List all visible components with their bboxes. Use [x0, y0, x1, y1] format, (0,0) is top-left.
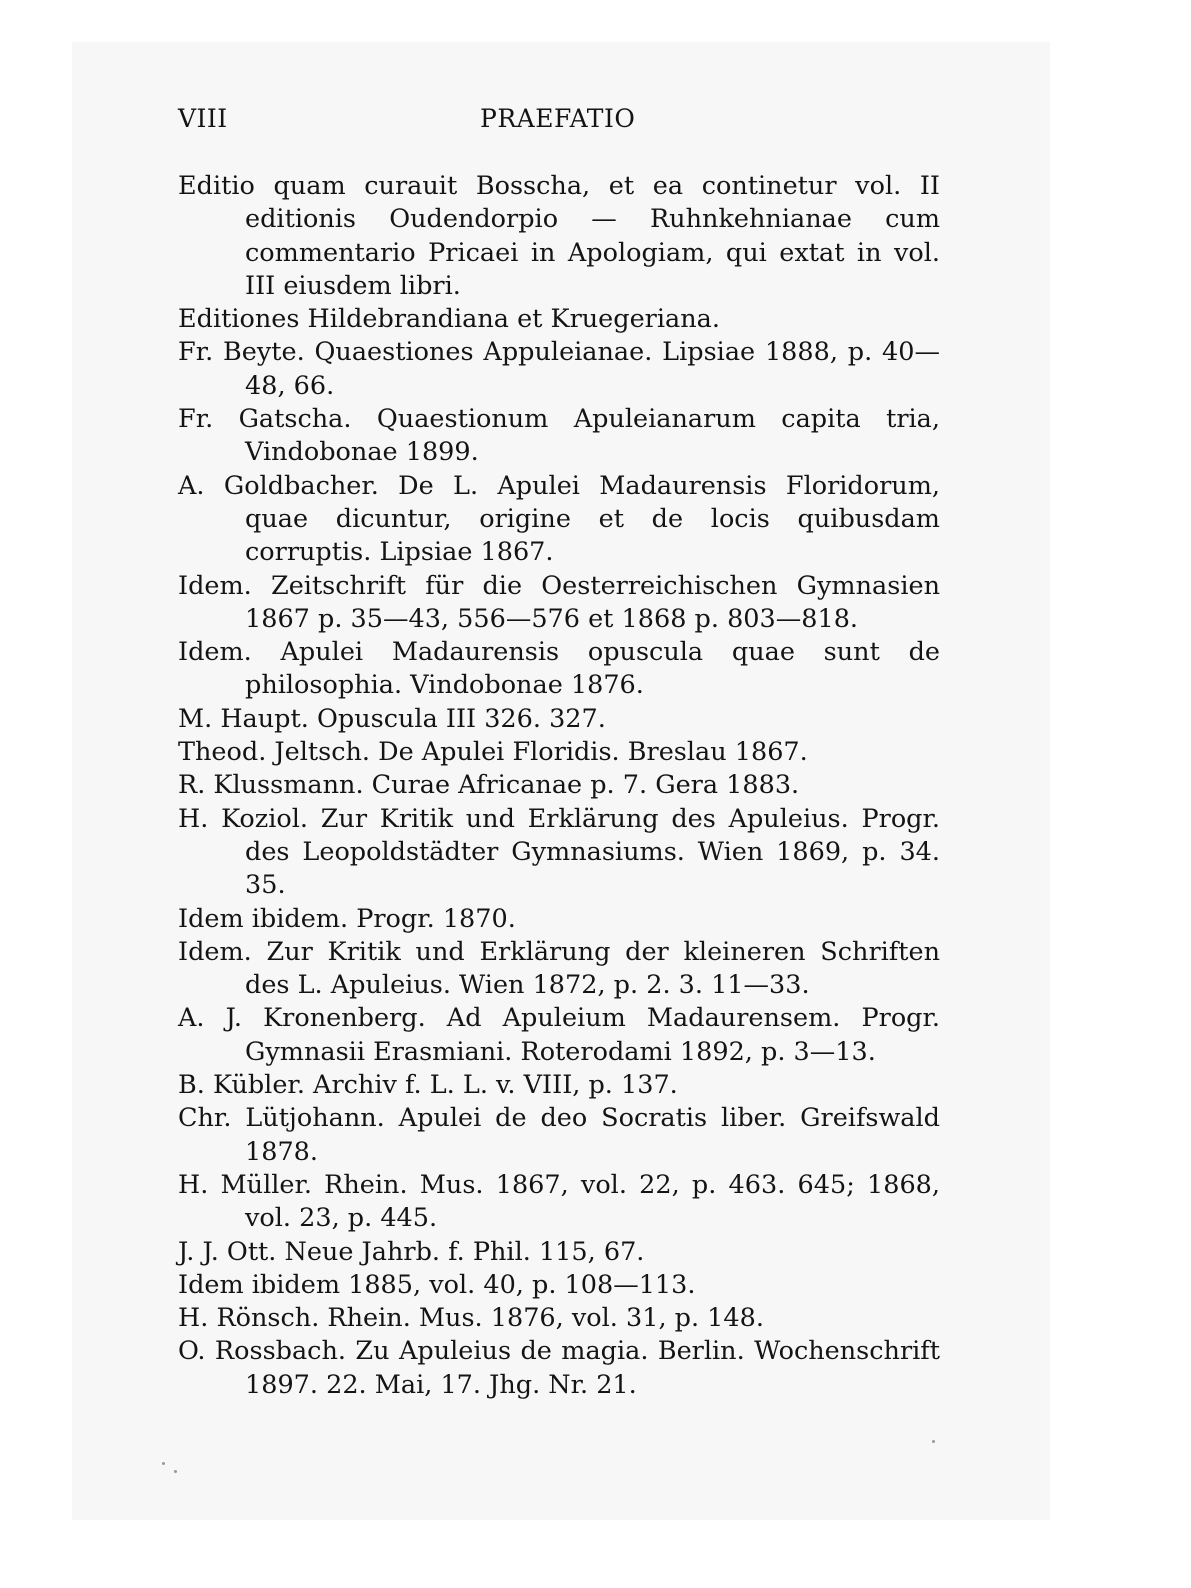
- page-number: VIII: [178, 104, 228, 133]
- bibliography-entry: M. Haupt. Opuscula III 326. 327.: [178, 703, 606, 734]
- bibliography-entry: Chr. Lütjohann. Apulei de deo Socratis liber. Greifswald 1878.: [178, 1103, 940, 1167]
- bibliography-entry: H. Müller. Rhein. Mus. 1867, vol. 22, p. 463. 645; 1868, vol. 23, p. 445.: [178, 1169, 940, 1234]
- bibliography-entry: J. J. Ott. Neue Jahrb. f. Phil. 115, 67.: [178, 1236, 645, 1267]
- bibliography-entry: Idem. Zeitschrift für die Oesterreichischen Gymnasien 1867 p. 35—43, 556—576 et 1868 p. 803—818.: [178, 570, 940, 634]
- bibliography-entry: A. J. Kronenberg. Ad Apuleium Madaurensem. Progr. Gymnasii Erasmiani. Roterodami 1892, p. 3—13.: [178, 1003, 940, 1067]
- bibliography-entry: B. Kübler. Archiv f. L. L. v. VIII, p. 137.: [178, 1070, 678, 1101]
- bibliography-entry: A. Goldbacher. De L. Apulei Madaurensis Floridorum, quae dicuntur, origine et de locis quibusdam corruptis. Lipsiae 1867.: [178, 470, 940, 568]
- bibliography-entry: Idem. Apulei Madaurensis opuscula quae sunt de philosophia. Vindobonae 1876.: [178, 637, 940, 701]
- bibliography-entry: H. Rönsch. Rhein. Mus. 1876, vol. 31, p. 148.: [178, 1303, 764, 1334]
- bibliography-entry: Idem ibidem. Progr. 1870.: [178, 903, 516, 934]
- bibliography-entry: Idem. Zur Kritik und Erklärung der kleineren Schriften des L. Apuleius. Wien 1872, p. 2. 3. 11—33.: [178, 936, 940, 1001]
- bibliography-entry: R. Klussmann. Curae Africanae p. 7. Gera 1883.: [178, 770, 800, 801]
- bibliography-entry: Idem ibidem 1885, vol. 40, p. 108—113.: [178, 1269, 696, 1300]
- bibliography-entry: Editiones Hildebrandiana et Kruegeriana.: [178, 304, 720, 335]
- scan-speck: [162, 1462, 165, 1465]
- bibliography-entry: Fr. Gatscha. Quaestionum Apuleianarum capita tria, Vindobonae 1899.: [178, 404, 940, 468]
- bibliography-entry: Theod. Jeltsch. De Apulei Floridis. Breslau 1867.: [178, 737, 808, 768]
- bibliography-entry: H. Koziol. Zur Kritik und Erklärung des Apuleius. Progr. des Leopoldstädter Gymnasiums. Wien 1869, p. 34. 35.: [178, 803, 940, 901]
- bibliography-list: [178, 170, 940, 1402]
- bibliography-entry: Fr. Beyte. Quaestiones Appuleianae. Lipsiae 1888, p. 40—48, 66.: [178, 337, 940, 401]
- bibliography-entry: O. Rossbach. Zu Apuleius de magia. Berlin. Wochenschrift 1897. 22. Mai, 17. Jhg. Nr. 21.: [178, 1336, 940, 1400]
- bibliography-entry: Editio quam curauit Bosscha, et ea continetur vol. II editionis Oudendorpio — Ruhnkehnianae cum commentario Pricaei in Apologiam, qui extat in vol. III eiusdem libri.: [178, 171, 940, 301]
- running-title: PRAEFATIO: [480, 104, 636, 133]
- page-header: [178, 104, 938, 144]
- scan-speck: [174, 1470, 177, 1473]
- scan-speck: [932, 1440, 935, 1443]
